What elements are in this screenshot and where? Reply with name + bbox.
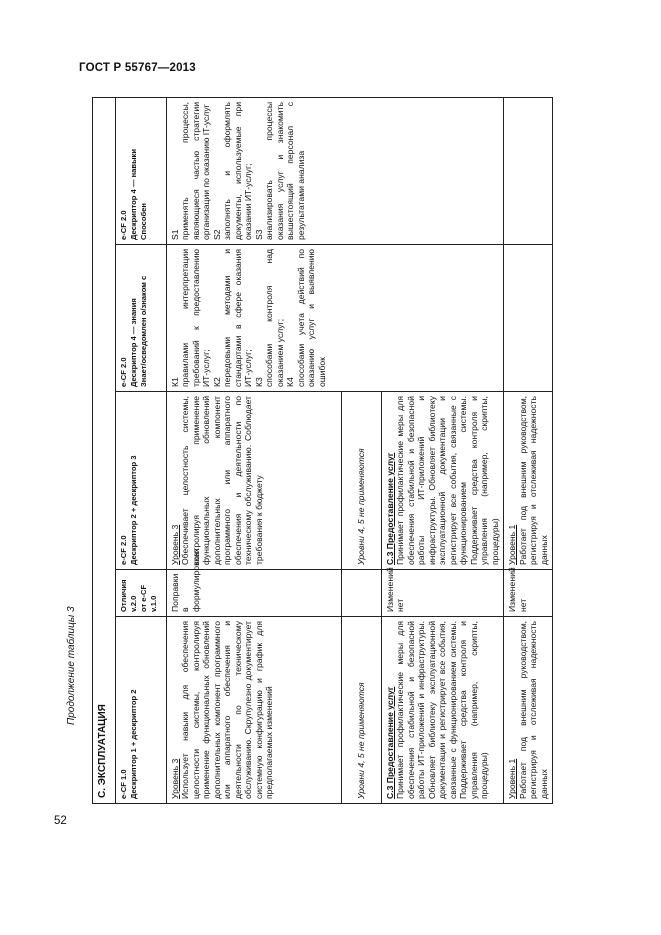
row4-ecf1-cell bbox=[504, 617, 553, 804]
col1-header-line: Дескриптор 1 + дескриптор 2 bbox=[128, 689, 138, 799]
col1-header bbox=[116, 617, 167, 804]
row1-ecf1-cell bbox=[167, 617, 342, 804]
col2-header bbox=[116, 570, 167, 617]
level-label: Уровень 3 bbox=[170, 524, 180, 565]
level-label: Уровень 3 bbox=[170, 758, 180, 799]
row4-diff-cell bbox=[504, 567, 553, 617]
knowledge-cell bbox=[167, 245, 504, 392]
row3-ecf2-cell bbox=[382, 392, 504, 570]
competence-title: С.3 Предоставление услуг bbox=[385, 686, 395, 799]
row4-knowledge-cell bbox=[504, 245, 553, 392]
row1-diff-cell bbox=[167, 548, 342, 617]
table-row bbox=[167, 97, 342, 803]
col1-header-line: e-CF 1.0 bbox=[119, 769, 128, 799]
knowledge-text: правилами интерпретации требований к предоставлению ИТ-услуг; bbox=[180, 249, 212, 387]
knowledge-code: К4 bbox=[285, 377, 296, 387]
row4-skills-cell bbox=[504, 97, 553, 244]
standard-header: ГОСТ Р 55767—2013 bbox=[79, 62, 196, 74]
col5-header-line: e-CF 2.0 bbox=[119, 210, 128, 240]
cell-text: Поправки в формулировках bbox=[170, 548, 201, 612]
knowledge-code: К1 bbox=[170, 377, 180, 387]
skill-text: применять процессы, являющиеся частью стратегии организации по оказанию IT-услуг bbox=[180, 101, 212, 240]
knowledge-text: передовыми методами и стандартами в сфере оказания ИТ-услуг; bbox=[222, 249, 254, 387]
cell-text: Принимает профилактические меры для обеспечения стабильной и безопасной работы ИТ-приложений и инфраструктуры. Обновляет библиотеку эксплуатационной документации и регистрирует все события, связанные с функционированием системы. Поддерживает средства контроля и управления (например, скрипты, процедуры) bbox=[395, 621, 490, 799]
skills-cell bbox=[167, 97, 504, 244]
cell-text: Работает под внешним руководством, регистрируя и отслеживая надежность данных bbox=[517, 621, 549, 799]
col2-header-line: Отличия v.2.0 bbox=[119, 579, 138, 612]
row3-ecf1-cell bbox=[382, 617, 504, 804]
cell-text: Работает под внешним руководством, регистрируя и отслеживая надежность данных bbox=[517, 396, 549, 565]
col3-header-line: e-CF 2.0 bbox=[119, 535, 128, 565]
cell-text: Обеспечивает целостность системы, контролируя применение функциональных обновлений дополнительных компонент программного или аппаратного обеспечения и деятельности по техническому обслуживанию. Соблюдает требования к бюджету bbox=[180, 396, 264, 565]
cell-text: Изменений нет bbox=[385, 567, 406, 612]
competence-table bbox=[92, 97, 553, 804]
cell-text: Уровни 4, 5 не применяются bbox=[356, 682, 367, 799]
row2-ecf1-cell bbox=[342, 617, 382, 804]
knowledge-code: К2 bbox=[211, 377, 222, 387]
col4-header-line: Знает/осведомлен о/знаком с bbox=[138, 275, 148, 387]
skill-code: S1 bbox=[170, 229, 180, 240]
col3-header-line: Дескриптор 2 + дескриптор 3 bbox=[128, 455, 138, 565]
skill-code: S2 bbox=[211, 229, 222, 240]
table-continuation-caption: Продолжение таблицы 3 bbox=[66, 606, 77, 725]
col4-header-line: e-CF 2.0 bbox=[119, 357, 128, 387]
col2-header-line: от e-CF v.1.0 bbox=[138, 584, 158, 612]
cell-text: Уровни 4, 5 не применяются bbox=[356, 448, 367, 565]
row2-diff-cell bbox=[342, 570, 382, 617]
cell-text: Принимает профилактические меры для обеспечения стабильной и безопасной работы ИТ-приложений и инфраструктуры. Обновляет библиотеку эксплуатационной документации и регистрирует все события, связанные с функционированием системы. Поддерживает средства контроля и управления (например, скрипты, процедуры) bbox=[395, 396, 500, 565]
knowledge-text: способами учета действий по оказанию услуг и выявлению ошибок bbox=[295, 249, 327, 387]
section-title: С. ЭКСПЛУАТАЦИЯ bbox=[93, 97, 116, 803]
col3-header bbox=[116, 392, 167, 570]
competence-title: С.3 Предоставление услуг bbox=[385, 452, 395, 565]
knowledge-text: способами контроля над оказанием услуг; bbox=[264, 249, 285, 387]
knowledge-code: К3 bbox=[253, 377, 264, 387]
col5-header-line: Дескриптор 4 — навыки bbox=[128, 148, 138, 240]
row3-diff-cell bbox=[382, 567, 504, 617]
header-row bbox=[116, 97, 167, 803]
competence-table-wrapper bbox=[92, 98, 549, 804]
skill-code: S3 bbox=[253, 229, 264, 240]
skill-text: заполнять и оформлять документы, используемые при оказании ИТ-услуг; bbox=[222, 101, 254, 240]
cell-text: Использует навыки для обеспечения целостности системы, контролируя применение функциональных обновлений дополнительных компонент программного или аппаратного обеспечения и деятельности по техническому обслуживанию. Скрупулезно документирует системную конфигурацию и график для предполагаемых изменений bbox=[180, 621, 275, 799]
row1-ecf2-cell bbox=[167, 392, 342, 570]
col4-header-line: Дескриптор 4 — знания bbox=[128, 298, 138, 387]
row4-ecf2-cell bbox=[504, 392, 553, 570]
level-label: Уровень 1 bbox=[507, 758, 518, 799]
cell-text: Изменений нет bbox=[507, 567, 528, 612]
table-row bbox=[504, 97, 553, 803]
col5-header-line: Способен bbox=[138, 203, 148, 240]
skill-text: анализировать процессы оказания услуг и знакомить вышестоящий персонал с результатами анализа bbox=[264, 101, 306, 240]
level-label: Уровень 1 bbox=[507, 524, 518, 565]
row2-ecf2-cell bbox=[342, 392, 382, 570]
col5-header bbox=[116, 97, 167, 244]
col4-header bbox=[116, 245, 167, 392]
section-row bbox=[93, 97, 116, 803]
page-number: 52 bbox=[54, 815, 67, 827]
